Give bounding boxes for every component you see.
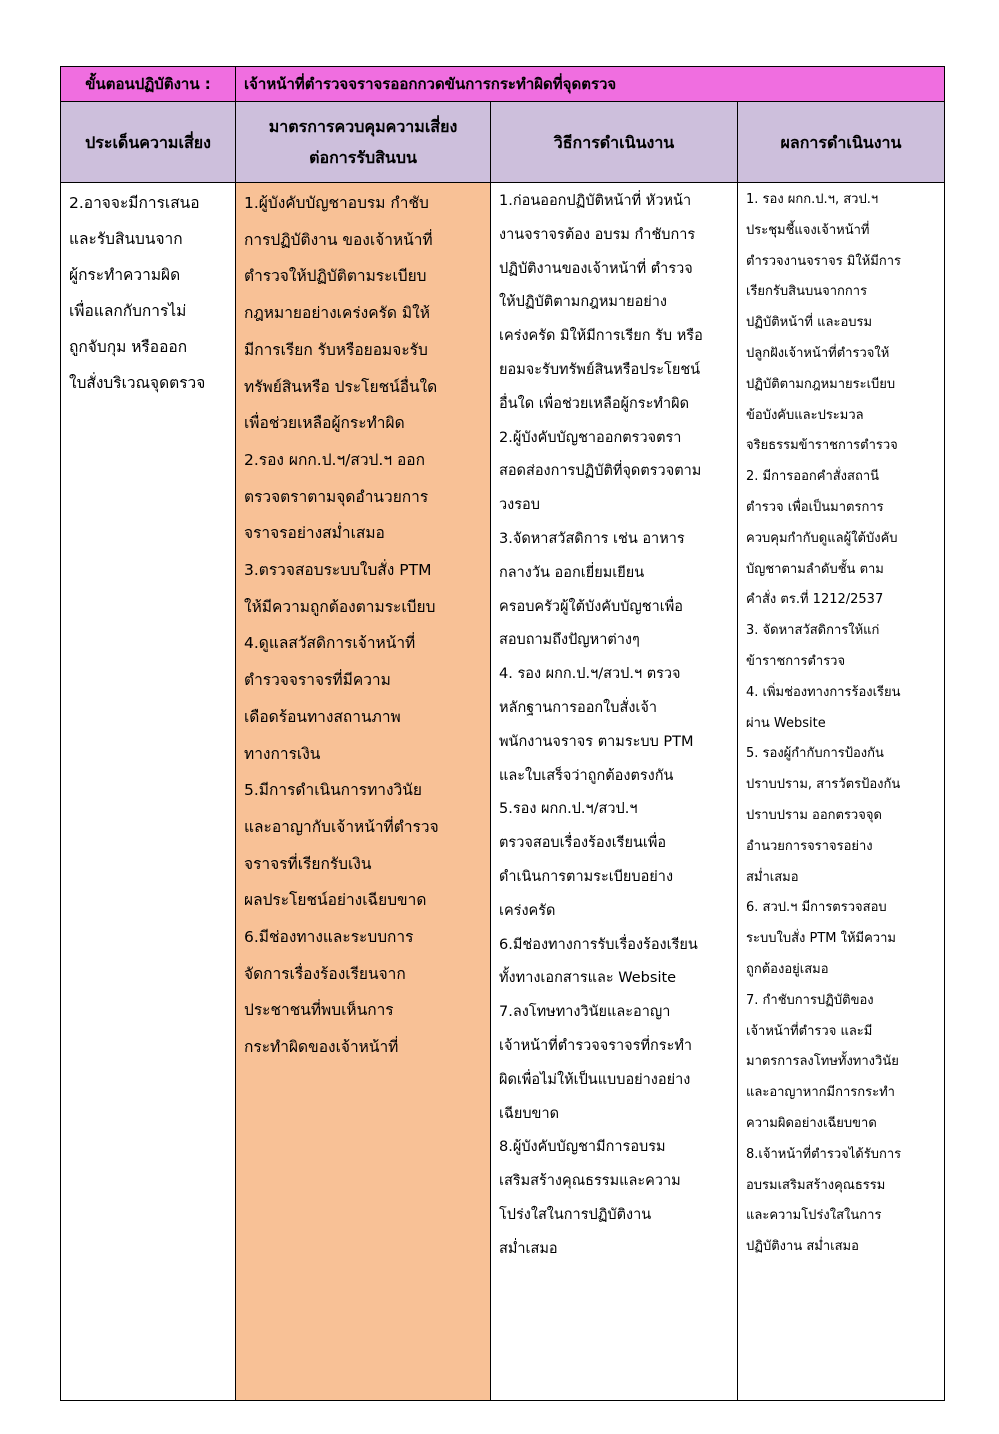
result-line: 5. รองผู้กำกับการป้องกัน	[746, 746, 884, 762]
header-method: วิธีการดำเนินงาน	[491, 102, 738, 183]
result-line: 1. รอง ผกก.ป.ฯ, สวป.ฯ	[746, 192, 879, 207]
result-line: อบรมเสริมสร้างคุณธรรม	[746, 1177, 886, 1193]
control-line: ตรวจตราตามจุดอำนวยการ	[244, 487, 429, 506]
control-line: กฎหมายอย่างเคร่งครัด มิให้	[244, 304, 430, 323]
control-line: มีการเรียก รับหรือยอมจะรับ	[244, 340, 428, 359]
method-line: ผิดเพื่อไม่ให้เป็นแบบอย่างอย่าง	[499, 1071, 691, 1088]
result-line: 7. กำชับการปฏิบัติของ	[746, 992, 874, 1008]
control-line: ให้มีความถูกต้องตามระเบียบ	[244, 597, 436, 616]
method-line: 6.มีช่องทางการรับเรื่องร้องเรียน	[499, 936, 698, 953]
method-line: 3.จัดหาสวัสดิการ เช่น อาหาร	[499, 530, 685, 547]
control-line: เพื่อช่วยเหลือผู้กระทำผิด	[244, 414, 405, 433]
result-line: อำนวยการจราจรอย่าง	[746, 838, 873, 854]
risk-line: เพื่อแลกกับการไม่	[69, 302, 187, 320]
result-line: 2. มีการออกคำสั่งสถานี	[746, 469, 880, 485]
result-line: ความผิดอย่างเฉียบขาด	[746, 1115, 877, 1131]
result-line: 8.เจ้าหน้าที่ตำรวจได้รับการ	[746, 1146, 902, 1162]
risk-cell	[61, 183, 236, 1401]
result-line: ตำรวจ เพื่อเป็นมาตรการ	[746, 499, 884, 515]
result-line: ปลูกฝังเจ้าหน้าที่ตำรวจให้	[746, 345, 890, 361]
result-cell	[738, 183, 945, 1401]
method-line: 1.ก่อนออกปฏิบัติหน้าที่ หัวหน้า	[499, 193, 692, 209]
control-line: กระทำผิดของเจ้าหน้าที่	[244, 1038, 399, 1057]
control-line: 4.ดูแลสวัสดิการเจ้าหน้าที่	[244, 634, 416, 653]
control-line: เดือดร้อนทางสถานภาพ	[244, 707, 401, 726]
control-line: และอาญากับเจ้าหน้าที่ตำรวจ	[244, 817, 439, 836]
header-risk: ประเด็นความเสี่ยง	[61, 102, 236, 183]
header-control-line2: ต่อการรับสินบน	[309, 148, 417, 167]
result-line: บัญชาตามลำดับชั้น ตาม	[746, 561, 884, 577]
method-line: 5.รอง ผกก.ป.ฯ/สวป.ฯ	[499, 801, 638, 818]
control-line: จราจรอย่างสม่ำเสมอ	[244, 524, 385, 543]
result-line: ข้าราชการตำรวจ	[746, 653, 846, 669]
control-line: จราจรที่เรียกรับเงิน	[244, 854, 372, 873]
control-line: 6.มีช่องทางและระบบการ	[244, 928, 414, 947]
control-line: ผลประโยชน์อย่างเฉียบขาด	[244, 891, 427, 910]
control-line: การปฏิบัติงาน ของเจ้าหน้าที่	[244, 230, 433, 249]
result-line: สม่ำเสมอ	[746, 869, 799, 885]
result-line: 3. จัดหาสวัสดิการให้แก่	[746, 623, 880, 639]
result-line: ปฏิบัติตามกฎหมายระเบียบ	[746, 376, 896, 392]
control-line: 1.ผู้บังคับบัญชาอบรม กำชับ	[244, 194, 429, 212]
method-cell	[491, 183, 738, 1401]
header-result: ผลการดำเนินงาน	[738, 102, 945, 183]
result-line: ควบคุมกำกับดูแลผู้ใต้บังคับ	[746, 530, 898, 546]
method-line: 7.ลงโทษทางวินัยและอาญา	[499, 1004, 671, 1021]
method-line: อื่นใด เพื่อช่วยเหลือผู้กระทำผิด	[499, 395, 690, 412]
method-line: ยอมจะรับทรัพย์สินหรือประโยชน์	[499, 361, 701, 378]
result-line: และอาญาหากมีการกระทำ	[746, 1085, 895, 1101]
method-line: สม่ำเสมอ	[499, 1240, 558, 1257]
risk-line: ถูกจับกุม หรือออก	[69, 338, 188, 356]
method-line: ดำเนินการตามระเบียบอย่าง	[499, 868, 674, 885]
result-line: ผ่าน Website	[746, 715, 826, 731]
control-line: ทางการเงิน	[244, 744, 321, 763]
result-line: และความโปร่งใสในการ	[746, 1208, 882, 1224]
control-line: ตำรวจให้ปฏิบัติตามระเบียบ	[244, 267, 427, 286]
result-line: จริยธรรมข้าราชการตำรวจ	[746, 438, 898, 454]
method-line: เจ้าหน้าที่ตำรวจจราจรที่กระทำ	[499, 1037, 693, 1054]
control-line: ตำรวจจราจรที่มีความ	[244, 671, 391, 690]
control-line: 2.รอง ผกก.ป.ฯ/สวป.ฯ ออก	[244, 450, 425, 469]
method-line: ครอบครัวผู้ใต้บังคับบัญชาเพื่อ	[499, 598, 683, 615]
result-line: ระบบใบสั่ง PTM ให้มีความ	[746, 931, 896, 947]
result-line: มาตรการลงโทษทั้งทางวินัย	[746, 1054, 899, 1070]
result-line: ปราบปราม, สารวัตรป้องกัน	[746, 777, 901, 793]
step-label: ขั้นตอนปฏิบัติงาน :	[61, 67, 236, 102]
method-line: ตรวจสอบเรื่องร้องเรียนเพื่อ	[499, 835, 667, 852]
method-line: และใบเสร็จว่าถูกต้องตรงกัน	[499, 767, 674, 784]
method-line: ปฏิบัติงานของเจ้าหน้าที่ ตำรวจ	[499, 260, 693, 277]
risk-line: 2.อาจจะมีการเสนอ	[69, 194, 200, 212]
result-line: คำสั่ง ตร.ที่ 1212/2537	[746, 592, 884, 608]
header-control	[236, 102, 491, 183]
method-line: เฉียบขาด	[499, 1105, 560, 1122]
result-line: เจ้าหน้าที่ตำรวจ และมี	[746, 1023, 873, 1039]
method-line: 8.ผู้บังคับบัญชามีการอบรม	[499, 1139, 666, 1156]
step-title: เจ้าหน้าที่ตำรวจจราจรออกกวดขันการกระทำผิดที่จุดตรวจ	[236, 67, 945, 102]
risk-control-table	[60, 66, 945, 1401]
result-line: ถูกต้องอยู่เสมอ	[746, 961, 829, 977]
control-line: ทรัพย์สินหรือ ประโยชน์อื่นใด	[244, 377, 438, 396]
result-line: ประชุมชี้แจงเจ้าหน้าที่	[746, 222, 870, 238]
control-cell	[236, 183, 491, 1401]
method-line: เคร่งครัด มิให้มีการเรียก รับ หรือ	[499, 328, 703, 345]
header-row	[61, 102, 945, 183]
control-line: 5.มีการดำเนินการทางวินัย	[244, 781, 422, 800]
result-line: ปฏิบัติหน้าที่ และอบรม	[746, 315, 873, 331]
method-line: ให้ปฏิบัติตามกฎหมายอย่าง	[499, 294, 668, 311]
risk-line: ใบสั่งบริเวณจุดตรวจ	[69, 374, 206, 392]
result-line: เรียกรับสินบนจากการ	[746, 284, 868, 300]
method-line: เสริมสร้างคุณธรรมและความ	[499, 1173, 681, 1190]
header-control-line1: มาตรการควบคุมความเสี่ยง	[268, 117, 458, 136]
method-line: สอบถามถึงปัญหาต่างๆ	[499, 632, 640, 649]
method-line: 4. รอง ผกก.ป.ฯ/สวป.ฯ ตรวจ	[499, 666, 681, 683]
method-line: สอดส่องการปฏิบัติที่จุดตรวจตาม	[499, 463, 702, 480]
risk-line: และรับสินบนจาก	[69, 230, 183, 248]
result-line: ข้อบังคับและประมวล	[746, 407, 864, 423]
result-line: ปฏิบัติงาน สม่ำเสมอ	[746, 1239, 859, 1255]
method-line: โปร่งใสในการปฏิบัติงาน	[499, 1206, 652, 1223]
result-line: 4. เพิ่มช่องทางการร้องเรียน	[746, 684, 901, 700]
control-line: จัดการเรื่องร้องเรียนจาก	[244, 964, 406, 983]
result-line: ปราบปราม ออกตรวจจุด	[746, 807, 882, 823]
step-row	[61, 67, 945, 102]
risk-line: ผู้กระทำความผิด	[69, 266, 181, 284]
method-line: 2.ผู้บังคับบัญชาออกตรวจตรา	[499, 429, 682, 446]
body-row	[61, 183, 945, 1401]
method-line: วงรอบ	[499, 497, 540, 514]
control-line: ประชาชนที่พบเห็นการ	[244, 1001, 394, 1020]
method-line: กลางวัน ออกเยี่ยมเยียน	[499, 564, 645, 581]
method-line: งานจราจรต้อง อบรม กำชับการ	[499, 226, 696, 243]
method-line: หลักฐานการออกใบสั่งเจ้า	[499, 699, 657, 716]
method-line: ทั้งทางเอกสารและ Website	[499, 970, 677, 987]
control-line: 3.ตรวจสอบระบบใบสั่ง PTM	[244, 561, 432, 580]
method-line: พนักงานจราจร ตามระบบ PTM	[499, 733, 694, 750]
result-line: 6. สวป.ฯ มีการตรวจสอบ	[746, 900, 887, 916]
result-line: ตำรวจงานจราจร มิให้มีการ	[746, 253, 902, 269]
method-line: เคร่งครัด	[499, 902, 556, 919]
